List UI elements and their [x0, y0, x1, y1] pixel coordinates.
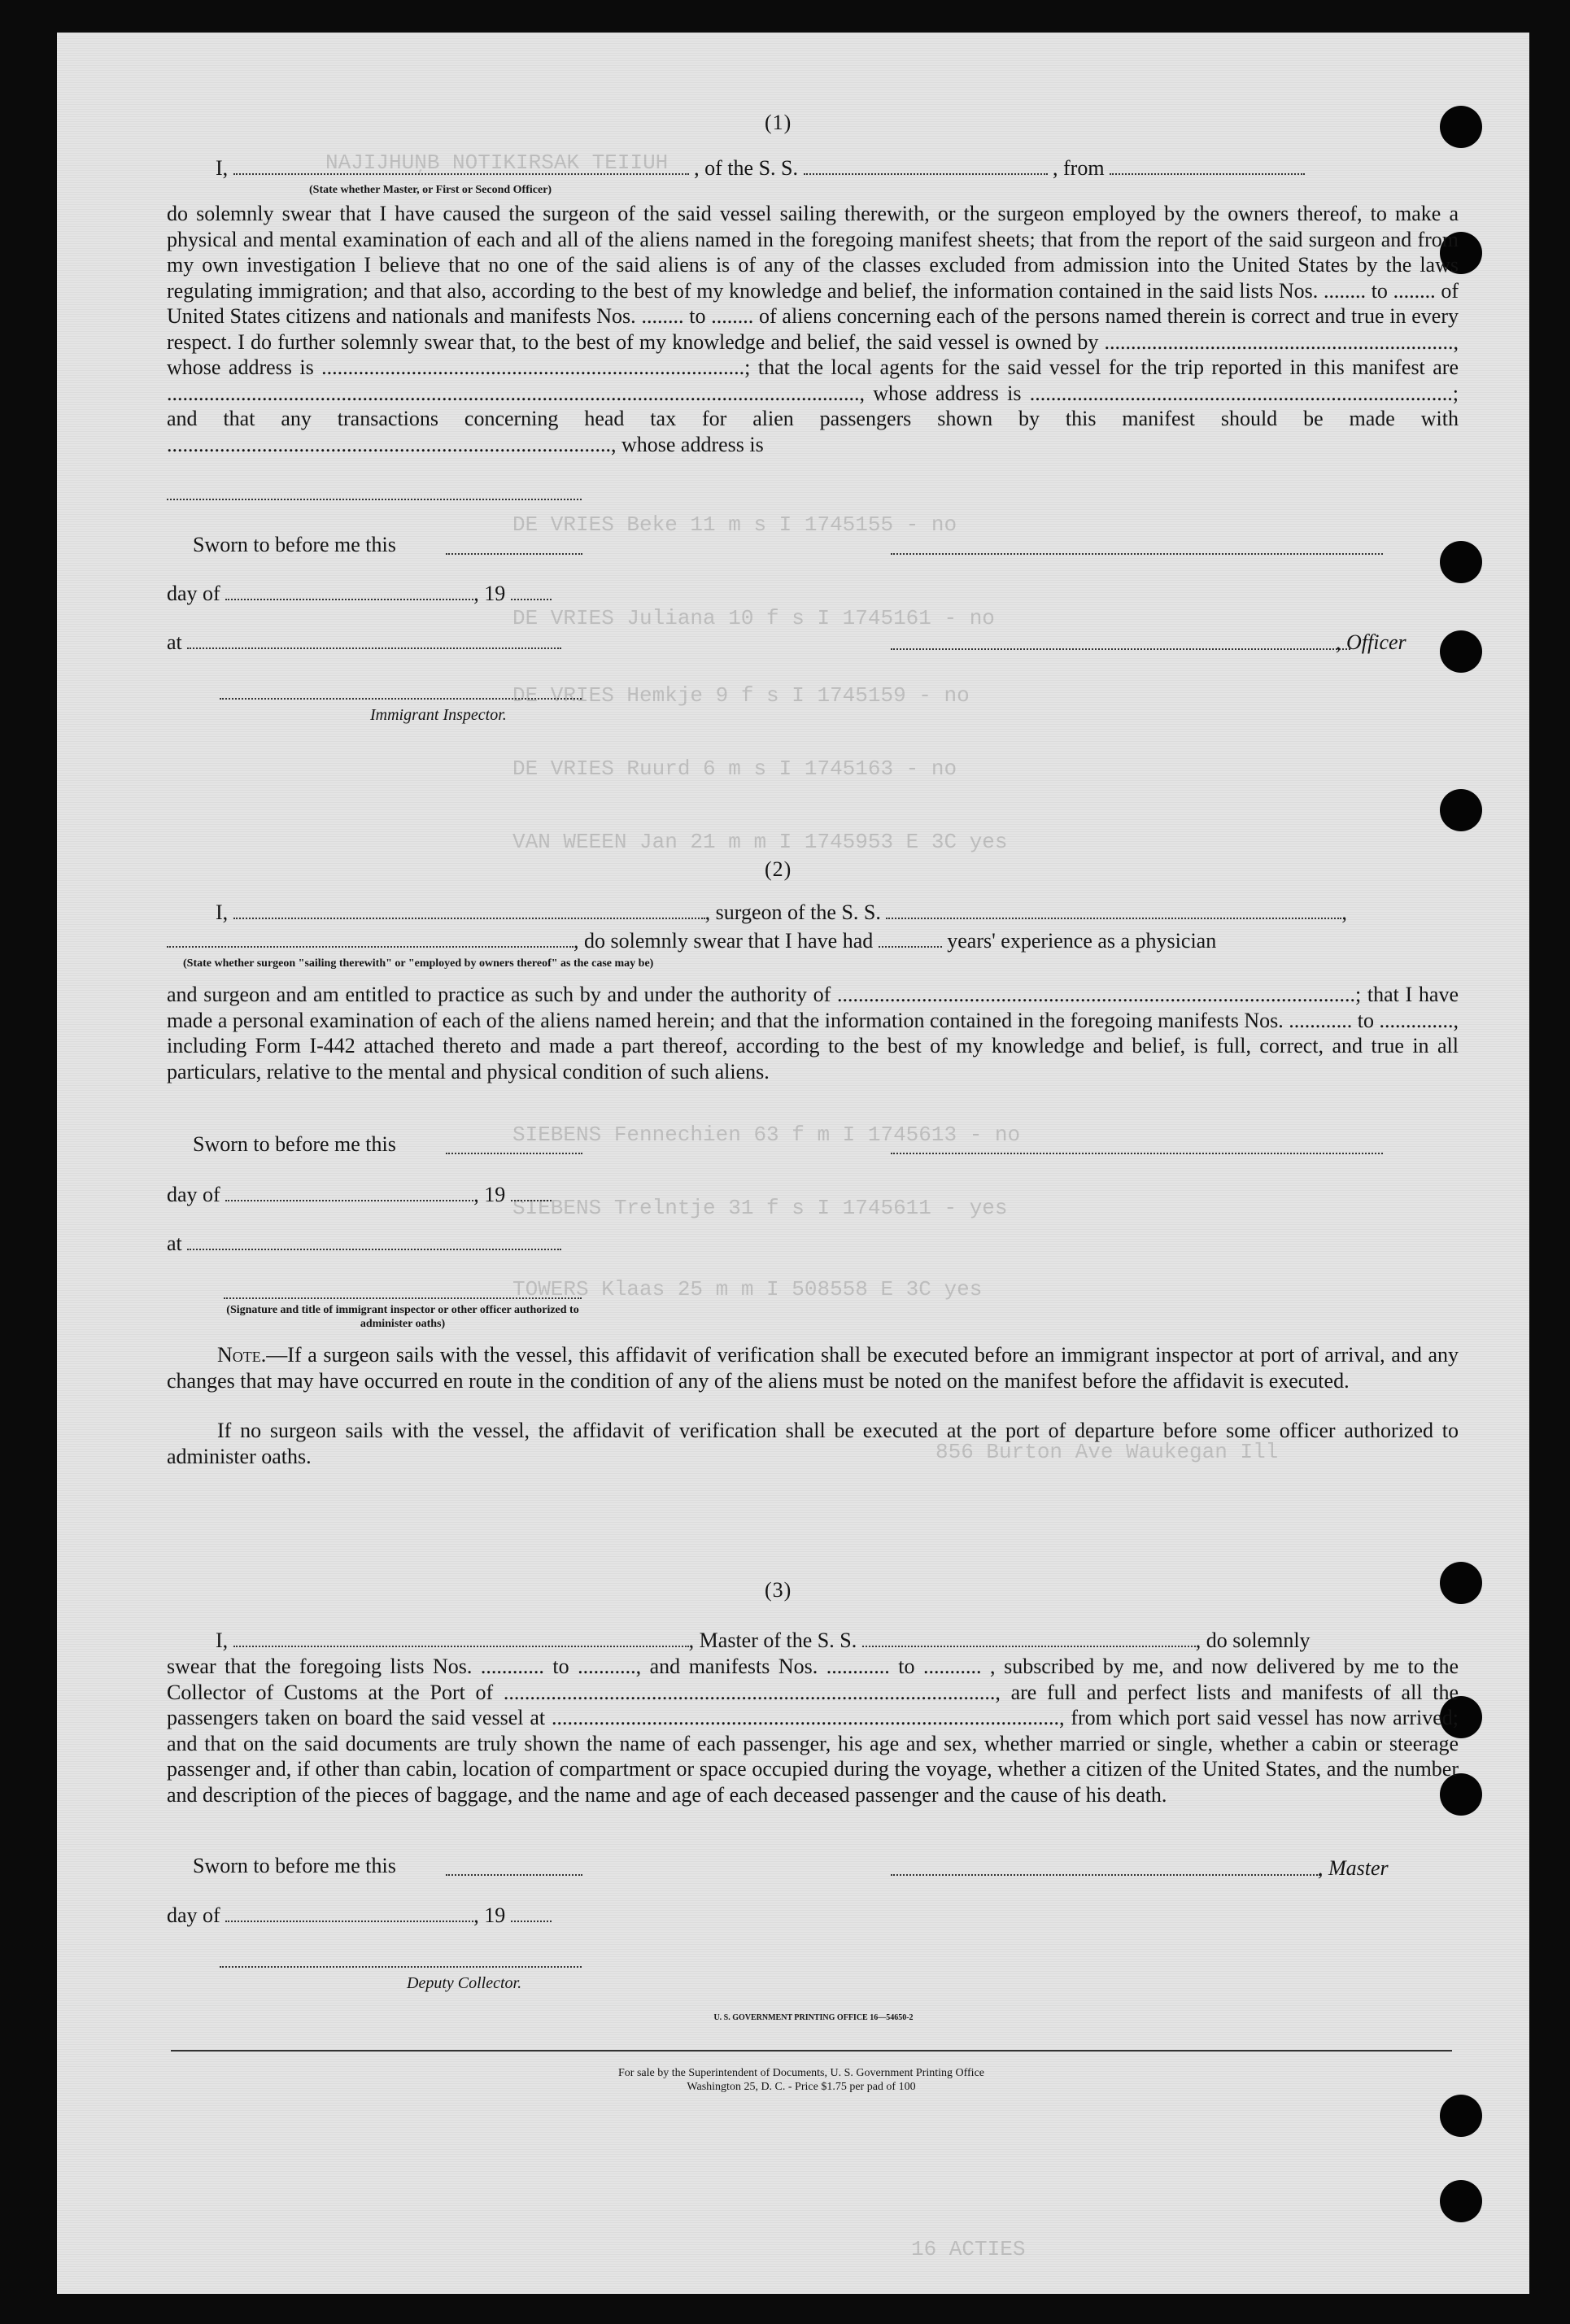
binder-hole	[1440, 630, 1482, 673]
officer-signature-field[interactable]	[891, 553, 1383, 555]
surgeon-note	[167, 1342, 1459, 1393]
bleed-through-text: 16 ACTIES	[911, 2237, 1026, 2261]
vessel-name-field[interactable]	[804, 157, 1048, 175]
manifest-page	[57, 33, 1529, 2294]
deputy-collector-label: Deputy Collector.	[407, 1974, 522, 1992]
section-2-day-of: day of , 19	[167, 1181, 552, 1208]
inspector-signature-field[interactable]	[220, 698, 582, 700]
section-2-number: (2)	[765, 857, 792, 881]
years-field[interactable]	[879, 930, 942, 948]
footer-price-line: Washington 25, D. C. - Price $1.75 per pad of 100	[687, 2081, 916, 2093]
binder-hole	[1440, 2095, 1482, 2137]
inspector-signature-field[interactable]	[224, 1297, 582, 1299]
binder-hole	[1440, 106, 1482, 148]
note-text: —If a surgeon sails with the vessel, this affidavit of verification shall be executed before an immigrant inspector at port of arrival, and any changes that may have occurred en route in the condition of any of the aliens must be noted on the manifest before the affidavit is executed.	[167, 1343, 1459, 1393]
bleed-through-text: DE VRIES Ruurd 6 m s I 1745163 - no	[512, 756, 957, 781]
printing-office-mark: U. S. GOVERNMENT PRINTING OFFICE 16—54650-2	[713, 2013, 914, 2022]
footer-divider	[171, 2050, 1452, 2051]
address-line	[167, 499, 582, 500]
collector-signature-field[interactable]	[220, 1966, 582, 1968]
immigrant-inspector-label: Immigrant Inspector.	[370, 706, 507, 724]
bleed-through-text: NAJIJHUŅB NOTIKIRSAK TEIIUH	[325, 150, 669, 175]
footer-sale-line: For sale by the Superintendent of Documents, U. S. Government Printing Office	[618, 2067, 984, 2079]
bleed-through-text: 856 Burton Ave Waukegan Ill	[935, 1440, 1279, 1464]
master-name-field[interactable]	[233, 1629, 689, 1647]
bleed-through-text: DE VRIES Hemkje 9 f s I 1745159 - no	[512, 683, 970, 708]
oath-prefix: I,	[216, 156, 229, 180]
master-vessel-field[interactable]	[862, 1629, 1196, 1647]
sworn-date-field[interactable]	[446, 1153, 582, 1154]
signature-caption: (Signature and title of immigrant inspector or other officer authorized to administer oaths)	[226, 1304, 579, 1330]
place-field[interactable]	[187, 1232, 561, 1250]
day-of-field[interactable]	[225, 1184, 473, 1201]
surgeon-signature-field[interactable]	[891, 1153, 1383, 1154]
section-2-at: at	[167, 1230, 561, 1257]
section-1-day-of: day of , 19	[167, 580, 552, 607]
section-3-oath-text: swear that the foregoing lists Nos. ............ to ..........., and manifests Nos. ............ to ........... , subscribed by me, and now delivered by me to the Collector of Customs at the Port of ............................................................................................., are full and perfect lists and manifests of all the passengers taken on board the said vessel at ................................................................................................, from which port said vessel has now arrived; and that on the said documents are truly shown the name of each passenger, his age and sex, whether married or single, whether a cabin or steerage passenger and, if other than cabin, location of compartment or space occupied during the voyage, whether a citizen of the United States, and the number and description of the pieces of baggage, and the name and age of each deceased passenger and the cause of his death.	[167, 1655, 1459, 1807]
section-2-oath-line: I, , surgeon of the S. S. ,	[216, 900, 1347, 924]
year-field[interactable]	[511, 1904, 552, 1922]
section-1-sworn-label: Sworn to before me this	[193, 533, 396, 556]
surgeon-vessel-field[interactable]	[886, 901, 1341, 919]
from-label: , from	[1053, 156, 1105, 180]
bleed-through-text: SIEBENS Fennechien 63 f m I 1745613 - no	[512, 1123, 1021, 1147]
year-field[interactable]	[511, 1184, 552, 1201]
section-1-number: (1)	[765, 111, 792, 134]
section-1-at: at	[167, 629, 561, 656]
section-3-oath-line: I, , Master of the S. S. , do solemnly	[216, 1629, 1311, 1652]
year-field[interactable]	[511, 582, 552, 600]
departure-note: If no surgeon sails with the vessel, the affidavit of verification shall be executed at the port of departure before some officer authorized to administer oaths.	[167, 1419, 1459, 1468]
sworn-date-field[interactable]	[446, 553, 582, 555]
surgeon-name-field[interactable]	[233, 901, 705, 919]
binder-hole	[1440, 541, 1482, 583]
day-of-field[interactable]	[225, 1904, 473, 1922]
place-field[interactable]	[187, 631, 561, 649]
section-2-experience-line: , do solemnly swear that I have had years' experience as a physician	[167, 927, 1216, 954]
binder-hole	[1440, 2180, 1482, 2222]
section-2-sworn-label: Sworn to before me this	[193, 1132, 396, 1156]
master-signature-field[interactable]	[891, 1874, 1320, 1876]
note-label: Note.	[217, 1343, 267, 1367]
officer-name-field[interactable]	[233, 157, 689, 175]
bleed-through-text: TOWERS Klaas 25 m m I 508558 E 3C yes	[512, 1277, 983, 1302]
binder-hole	[1440, 789, 1482, 831]
master-label: , Master	[1318, 1856, 1389, 1880]
vessel-label: , of the S. S.	[694, 156, 799, 180]
binder-hole	[1440, 1562, 1482, 1604]
day-of-field[interactable]	[225, 582, 473, 600]
surgeon-status-caption: (State whether surgeon "sailing therewith" or "employed by owners thereof" as the case may be)	[183, 957, 654, 970]
section-3-number: (3)	[765, 1578, 792, 1602]
officer-title-field[interactable]	[891, 648, 1350, 650]
bleed-through-text: VAN WEEEN Jan 21 m m I 1745953 E 3C yes	[512, 830, 1008, 854]
section-3-day-of: day of , 19	[167, 1902, 552, 1929]
section-1-oath-line	[216, 155, 1305, 181]
bleed-through-text: SIEBENS Trelntje 31 f s I 1745611 - yes	[512, 1196, 1008, 1220]
surgeon-status-field[interactable]	[167, 930, 573, 948]
section-2-oath-text: and surgeon and am entitled to practice as such by and under the authority of ..................................................................................................; that I have made a personal examination of each of the aliens named herein; and that the information contained in the foregoing manifests Nos. ............ to .............., including Form I-442 attached thereto and made a part thereof, according to the best of my knowledge and belief, is full, correct, and true in all particulars, relative to the mental and physical condition of such aliens.	[167, 983, 1459, 1084]
sworn-date-field[interactable]	[446, 1874, 582, 1876]
section-3-sworn-label: Sworn to before me this	[193, 1854, 396, 1877]
officer-label: , Officer	[1336, 630, 1406, 654]
officer-rank-caption: (State whether Master, or First or Second Officer)	[309, 184, 552, 196]
bleed-through-text: DE VRIES Juliana 10 f s I 1745161 - no	[512, 606, 995, 630]
bleed-through-text: DE VRIES Beke 11 m s I 1745155 - no	[512, 512, 957, 537]
departure-port-field[interactable]	[1110, 157, 1305, 175]
section-1-oath-text: do solemnly swear that I have caused the surgeon of the said vessel sailing therewith, or the surgeon employed by the owners thereof, to make a physical and mental examination of each and all of the aliens named in the foregoing manifest sheets; that from the report of the said surgeon and from my own investigation I believe that no one of the said aliens is of any of the classes excluded from admission into the United States by the laws regulating immigration; and that also, according to the best of my knowledge and belief, the information contained in the said lists Nos. ........ to ........ of United States citizens and nationals and manifests Nos. ........ to ........ of aliens concerning each of the persons named therein is correct and true in every respect. I do further solemnly swear that, to the best of my knowledge and belief, the said vessel is owned by .................................................................., whose address is ................................................................................; that the local agents for the said vessel for the trip reported in this manifest are ..................................................................................................................................., whose address is ................................................................................; and that any transactions concerning head tax for alien passengers shown by this manifest should be made with ...................................................................................., whose address is	[167, 202, 1459, 456]
